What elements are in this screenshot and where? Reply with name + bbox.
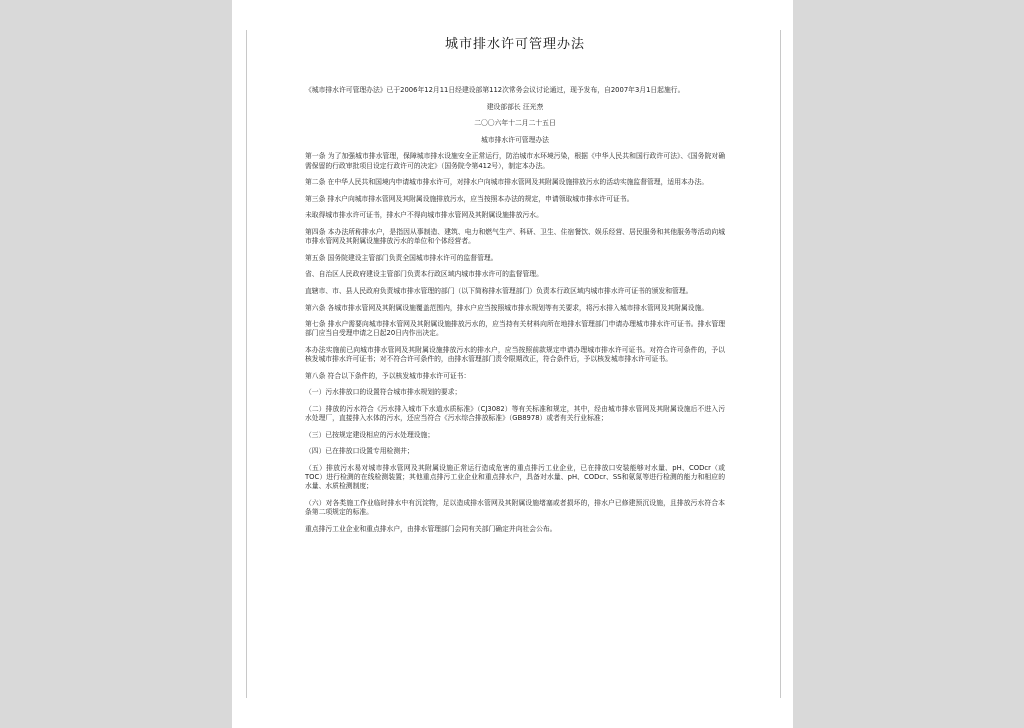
paragraph: （四）已在排放口设置专用检测井； <box>305 447 414 456</box>
document-content <box>305 28 725 541</box>
centered-line: 城市排水许可管理办法 <box>481 135 549 144</box>
paragraph: 第六条 各城市排水管网及其附属设施覆盖范围内，排水户应当按照城市排水规划等有关要求，将污水排入城市排水管网及其附属设施。 <box>305 303 709 312</box>
paragraph: 重点排污工业企业和重点排水户，由排水管理部门会同有关部门确定并向社会公布。 <box>305 524 557 533</box>
centered-line: 二〇〇六年十二月二十五日 <box>474 119 556 128</box>
page-margin-line-left <box>246 30 247 698</box>
paragraph: 第五条 国务院建设主管部门负责全国城市排水许可的监督管理。 <box>305 253 498 262</box>
paragraph: （二）排放的污水符合《污水排入城市下水道水质标准》（CJ3082）等有关标准和规定，其中，经由城市排水管网及其附属设施后不进入污水处理厂，直接排入水体的污水，还应当符合《污水综合排放标准》（GB8978）或者有关行业标准； <box>305 404 725 423</box>
paragraph: 第八条 符合以下条件的，予以核发城市排水许可证书： <box>305 371 471 380</box>
paragraph: 第七条 排水户需要向城市排水管网及其附属设施排放污水的，应当持有关材料向所在地排水管理部门申请办理城市排水许可证书。排水管理部门应当自受理申请之日起20日内作出决定。 <box>305 320 725 338</box>
document-body <box>305 86 725 534</box>
paragraph: 省、自治区人民政府建设主管部门负责本行政区域内城市排水许可的监督管理。 <box>305 270 543 279</box>
centered-line: 建设部部长 汪光焘 <box>486 102 544 111</box>
document-page <box>232 0 793 728</box>
paragraph: 本办法实施前已向城市排水管网及其附属设施排放污水的排水户，应当按照前款规定申请办理城市排水许可证书。对符合许可条件的，予以核发城市排水许可证书；对不符合许可条件的，由排水管理部门责令限期改正，符合条件后，予以核发城市排水许可证书。 <box>305 345 725 364</box>
paragraph: （六）对各类施工作业临时排水中有沉淀物，足以造成排水管网及其附属设施堵塞或者损坏的，排水户已修建预沉设施，且排放污水符合本条第二项规定的标准。 <box>305 498 725 517</box>
paragraph: 未取得城市排水许可证书，排水户不得向城市排水管网及其附属设施排放污水。 <box>305 211 543 220</box>
paragraph: （一）污水排放口的设置符合城市排水规划的要求； <box>305 388 462 397</box>
paragraph: 第四条 本办法所称排水户，是指因从事制造、建筑、电力和燃气生产、科研、卫生、住宿餐饮、娱乐经营、居民服务和其他服务等活动向城市排水管网及其附属设施排放污水的单位和个体经营者。 <box>305 227 725 246</box>
paragraph: 直辖市、市、县人民政府负责城市排水管理的部门（以下简称排水管理部门）负责本行政区域内城市排水许可证书的颁发和管理。 <box>305 286 693 295</box>
paragraph: （五）排放污水易对城市排水管网及其附属设施正常运行造成危害的重点排污工业企业，已在排放口安装能够对水量、pH、CODcr（或TOC）进行检测的在线检测装置；其他重点排污工业企业和重点排水户，具备对水量、pH、CODcr、SS和氨氮等进行检测的能力和相应的水量、水质检测制度； <box>305 463 725 491</box>
paragraph: 第三条 排水户向城市排水管网及其附属设施排放污水，应当按照本办法的规定，申请领取城市排水许可证书。 <box>305 194 634 203</box>
document-title: 城市排水许可管理办法 <box>444 37 585 52</box>
paragraph: （三）已按规定建设相应的污水处理设施； <box>305 430 435 439</box>
paragraph: 第一条 为了加强城市排水管理，保障城市排水设施安全正常运行，防治城市水环境污染，根据《中华人民共和国行政许可法》、《国务院对确需保留的行政审批项目设定行政许可的决定》（国务院令第412号），制定本办法。 <box>305 152 725 170</box>
paragraph: 《城市排水许可管理办法》已于2006年12月11日经建设部第112次常务会议讨论通过，现予发布，自2007年3月1日起施行。 <box>305 86 685 94</box>
page-margin-line-right <box>780 30 781 698</box>
paragraph: 第二条 在中华人民共和国境内申请城市排水许可，对排水户向城市排水管网及其附属设施排放污水的活动实施监督管理，适用本办法。 <box>305 178 709 187</box>
